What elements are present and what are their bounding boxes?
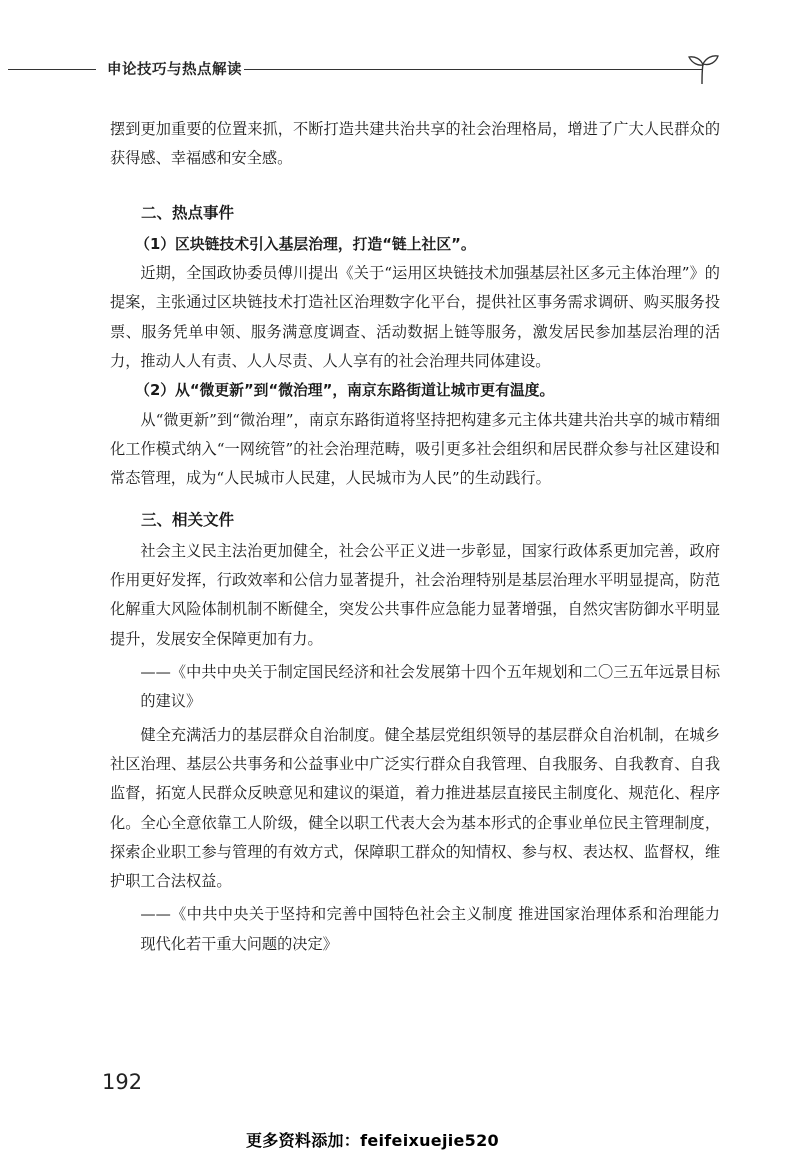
event-2-body: 从“微更新”到“微治理”，南京东路街道将坚持把构建多元主体共建共治共享的城市精细化工作模式纳入“一网统管”的社会治理范畴，吸引更多社会组织和居民群众参与社区建设和常态管理，成为“人民城市人民建，人民城市为人民”的生动践行。 — [110, 410, 720, 488]
section-heading-related-docs: 三、相关文件 — [141, 510, 235, 529]
watermark-text: 更多资料添加：feifeixuejie520 — [246, 1131, 499, 1150]
event-1-title: （1）区块链技术引入基层治理，打造“链上社区”。 — [135, 235, 476, 253]
running-header — [0, 52, 800, 92]
section-heading-hot-events: 二、热点事件 — [141, 203, 235, 222]
intro-paragraph: 摆到更加重要的位置来抓，不断打造共建共治共享的社会治理格局，增进了广大人民群众的获得感、幸福感和安全感。 — [110, 120, 720, 168]
document-1-source: ——《中共中央关于制定国民经济和社会发展第十四个五年规划和二〇三五年远景目标的建议》 — [140, 663, 720, 711]
header-title: 申论技巧与热点解读 — [107, 62, 242, 78]
document-2-body: 健全充满活力的基层群众自治制度。健全基层党组织领导的基层群众自治机制，在城乡社区治理、基层公共事务和公益事业中广泛实行群众自我管理、自我服务、自我教育、自我监督，拓宽人民群众反映意见和建议的渠道，着力推进基层直接民主制度化、规范化、程序化。全心全意依靠工人阶级，健全以职工代表大会为基本形式的企事业单位民主管理制度，探索企业职工参与管理的有效方式，保障职工群众的知情权、参与权、表达权、监督权，维护职工合法权益。 — [110, 725, 720, 891]
page-number: 192 — [102, 1070, 143, 1094]
document-1-body: 社会主义民主法治更加健全，社会公平正义进一步彰显，国家行政体系更加完善，政府作用更好发挥，行政效率和公信力显著提升，社会治理特别是基层治理水平明显提高，防范化解重大风险体制机制不断健全，突发公共事件应急能力显著增强，自然灾害防御水平明显提升，发展安全保障更加有力。 — [110, 541, 720, 648]
document-2-source: ——《中共中央关于坚持和完善中国特色社会主义制度 推进国家治理体系和治理能力现代化若干重大问题的决定》 — [140, 905, 720, 953]
header-rule-right — [244, 69, 702, 70]
page-content — [110, 115, 720, 959]
header-rule-left — [8, 69, 96, 70]
sprout-icon — [686, 52, 720, 86]
event-1-body: 近期，全国政协委员傅川提出《关于“运用区块链技术加强基层社区多元主体治理”》的提案，主张通过区块链技术打造社区治理数字化平台，提供社区事务需求调研、购买服务投票、服务凭单申领、服务满意度调查、活动数据上链等服务，激发居民参加基层治理的活力，推动人人有责、人人尽责、人人享有的社会治理共同体建设。 — [110, 264, 720, 371]
event-2-title: （2）从“微更新”到“微治理”，南京东路街道让城市更有温度。 — [135, 382, 555, 400]
